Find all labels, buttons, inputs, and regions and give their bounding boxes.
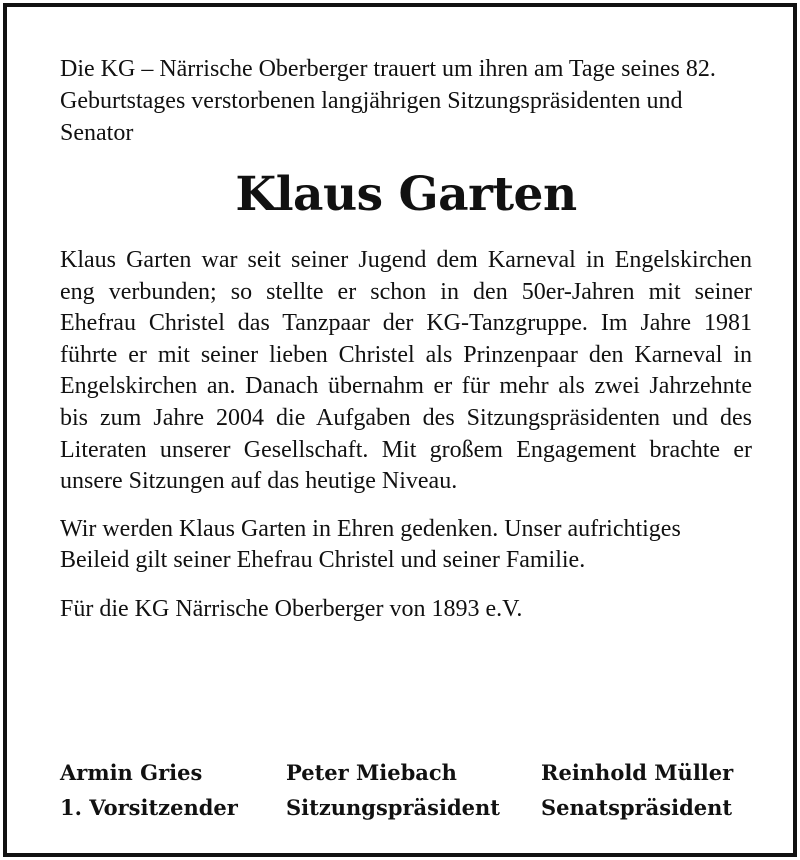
signatory-role: Senatspräsident bbox=[541, 795, 733, 820]
intro-text: Die KG – Närrische Oberberger trauert um ihren am Tage seines 82. Geburtstages verstorbenen langjährigen Sitzungspräsidenten und Senator bbox=[60, 56, 716, 146]
signatory-name: Armin Gries bbox=[60, 760, 203, 785]
signatory-name: Peter Miebach bbox=[286, 760, 457, 785]
obituary-content bbox=[60, 53, 752, 820]
signatory-role: Sitzungspräsident bbox=[286, 795, 500, 820]
deceased-name-heading: Klaus Garten bbox=[235, 167, 577, 222]
signatory-role: 1. Vorsitzender bbox=[60, 795, 238, 820]
signatory bbox=[60, 755, 238, 825]
signatory bbox=[541, 755, 733, 825]
biography-paragraph: Klaus Garten war seit seiner Jugend dem Karneval in Engelskirchen eng verbunden; so stellte er schon in den 50er-Jahren mit seiner Ehefrau Christel das Tanzpaar der KG-Tanzgruppe. Im Jahre 1981 führte er mit seiner lieben Christel als Prinzenpaar den Karneval in Engelskirchen an. Danach übernahm er für mehr als zwei Jahrzehnte bis zum Jahre 2004 die Aufgaben des Sitzungspräsidenten und des Literaten unserer Gesellschaft. Mit großem Engagement brachte er unsere Sitzungen auf das heutige Niveau. bbox=[60, 247, 752, 495]
signatures-block bbox=[60, 755, 752, 835]
condolence-paragraph: Wir werden Klaus Garten in Ehren gedenken. Unser aufrichtiges Beileid gilt seiner Ehefrau Christel und seiner Familie. bbox=[60, 515, 681, 574]
organization-line: Für die KG Närrische Oberberger von 1893 e.V. bbox=[60, 595, 523, 622]
obituary-frame bbox=[3, 3, 797, 857]
signatory-name: Reinhold Müller bbox=[541, 760, 734, 785]
signatory bbox=[286, 755, 500, 825]
